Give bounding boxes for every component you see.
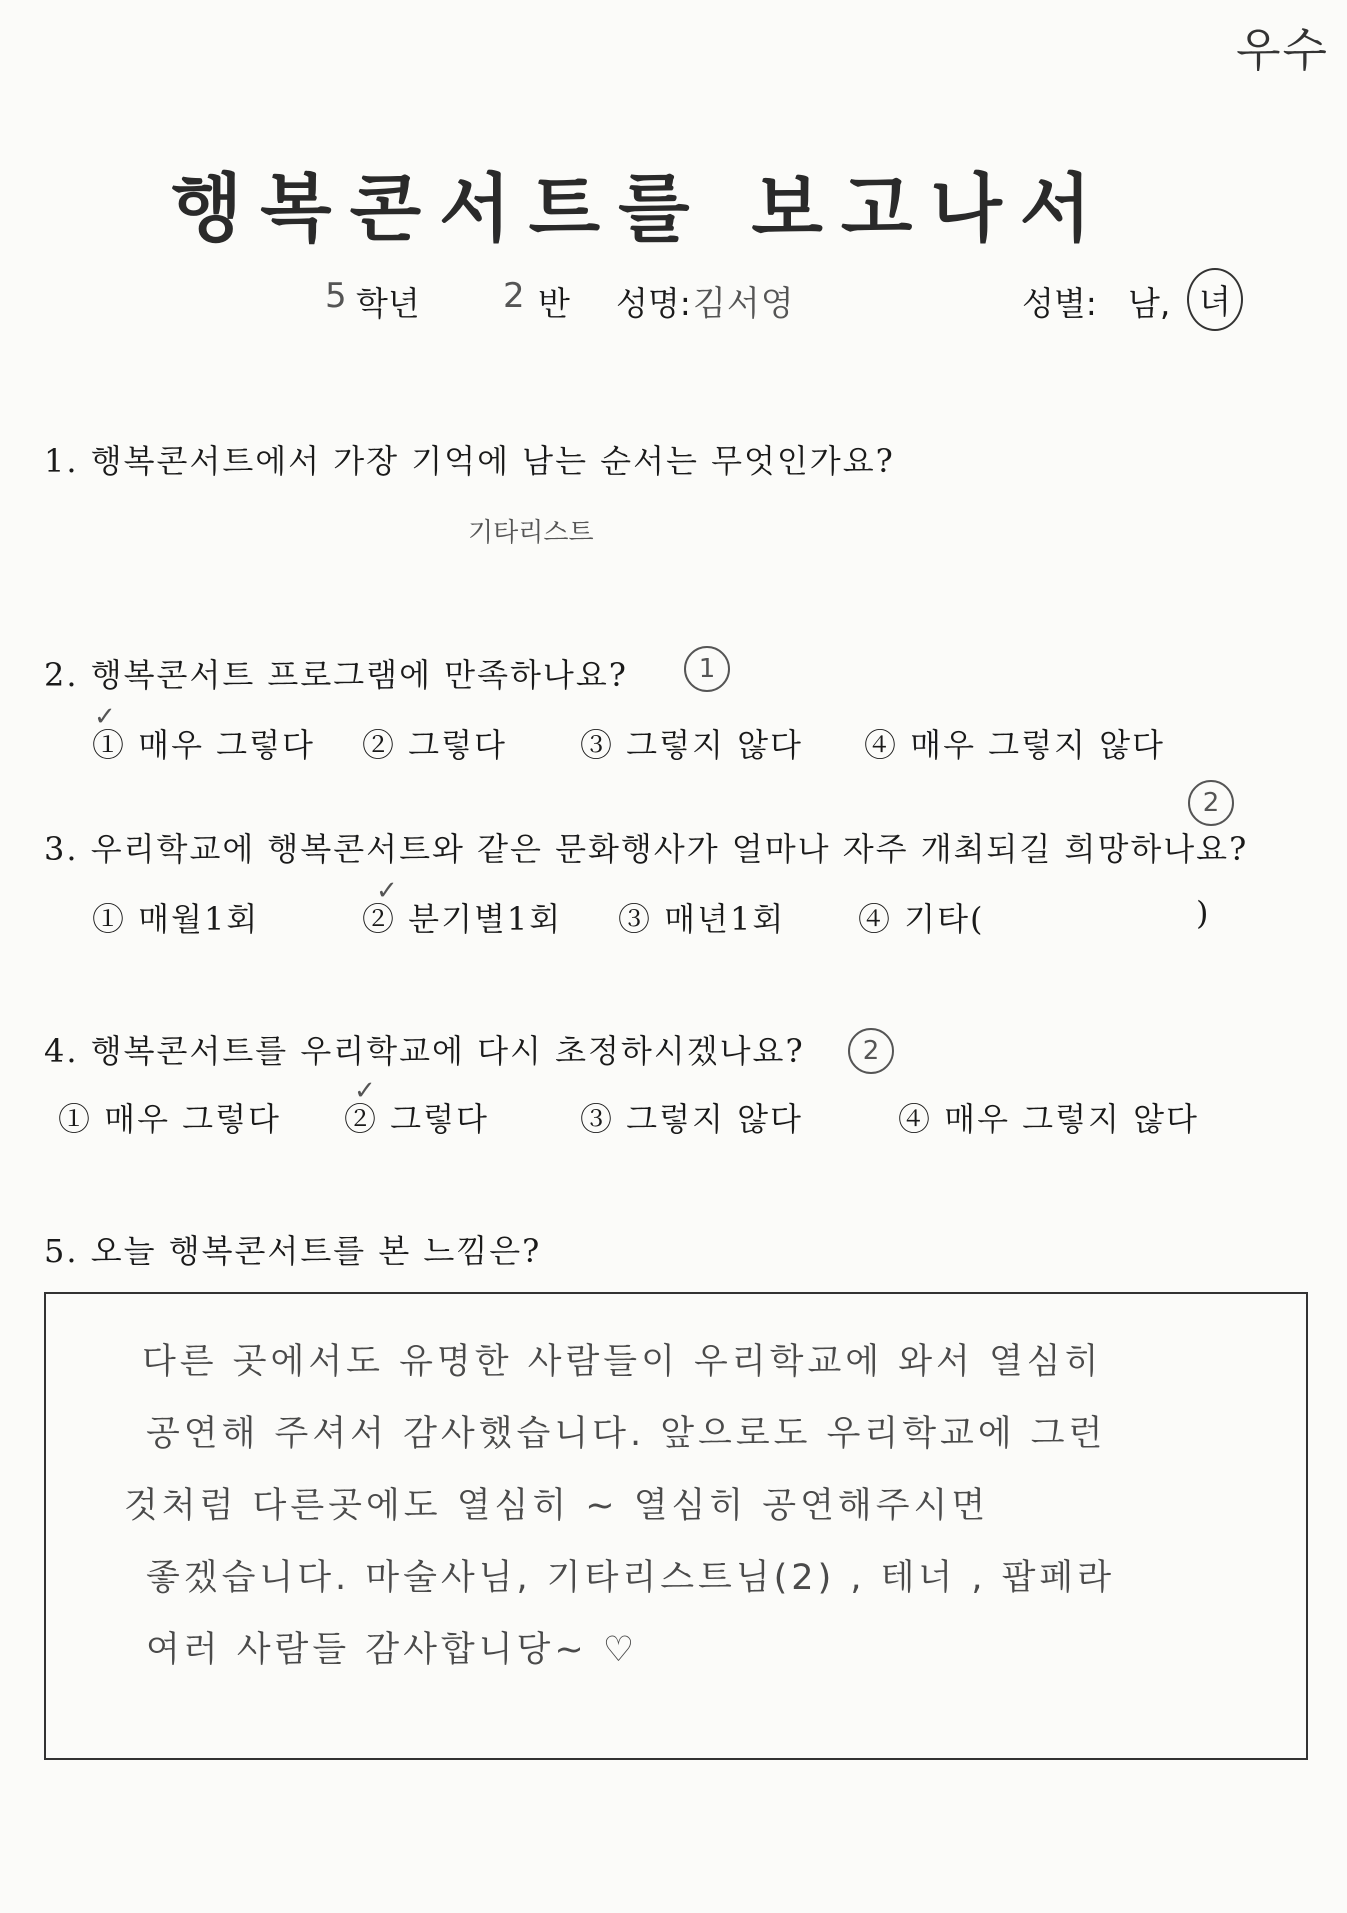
question-4-option-4: ④ 매우 그렇지 않다 — [898, 1100, 1199, 1138]
question-2-check-mark: ✓ — [94, 702, 116, 732]
answer-line-2: 공연해 주셔서 감사했습니다. 앞으로도 우리학교에 그런 — [146, 1414, 1107, 1454]
gender-option-female-circled: 녀 — [1187, 268, 1243, 331]
question-1: 1. 행복콘서트에서 가장 기억에 남는 순서는 무엇인가요? — [44, 442, 895, 480]
grade-value: 5 — [325, 276, 347, 316]
class-value: 2 — [503, 276, 525, 316]
question-4-check-mark: ✓ — [354, 1076, 376, 1106]
question-4: 4. 행복콘서트를 우리학교에 다시 초정하시겠나요? — [44, 1032, 805, 1070]
question-3-option-2: ② 분기별1회 — [362, 900, 563, 938]
answer-line-1: 다른 곳에서도 유명한 사람들이 우리학교에 와서 열심히 — [142, 1342, 1103, 1382]
page-title: 행복콘서트를 보고나서 — [170, 166, 1110, 252]
question-5-answer-box — [44, 1292, 1308, 1760]
question-3-answer-mark: 2 — [1188, 780, 1234, 826]
question-3-option-4-close: ) — [1196, 894, 1211, 932]
answer-line-5: 여러 사람들 감사합니당~ ♡ — [146, 1630, 639, 1670]
question-1-answer: 기타리스트 — [468, 518, 594, 548]
question-2-option-4: ④ 매우 그렇지 않다 — [864, 726, 1165, 764]
question-3-option-1: ① 매월1회 — [92, 900, 260, 938]
question-4-option-3: ③ 그렇지 않다 — [580, 1100, 803, 1138]
question-3-option-4: ④ 기타( — [858, 900, 985, 938]
question-2: 2. 행복콘서트 프로그램에 만족하나요? — [44, 656, 628, 694]
question-2-option-3: ③ 그렇지 않다 — [580, 726, 803, 764]
gender-option-male: 남, — [1128, 284, 1171, 323]
grade-mark-handwritten: 우수 — [1236, 23, 1329, 77]
name-value: 김서영 — [693, 284, 795, 324]
question-2-answer-mark: 1 — [684, 646, 730, 692]
question-5: 5. 오늘 행복콘서트를 본 느낌은? — [44, 1232, 542, 1270]
question-4-option-2: ② 그렇다 — [344, 1100, 489, 1138]
question-2-option-2: ② 그렇다 — [362, 726, 507, 764]
name-label: 성명: — [616, 284, 691, 323]
question-3-check-mark: ✓ — [376, 876, 398, 906]
grade-label: 학년 — [356, 284, 420, 323]
question-4-option-1: ① 매우 그렇다 — [58, 1100, 281, 1138]
student-info-row — [0, 274, 1347, 334]
question-4-answer-mark: 2 — [848, 1028, 894, 1074]
answer-line-3: 것처럼 다른곳에도 열심히 ~ 열심히 공연해주시면 — [124, 1486, 990, 1526]
gender-label: 성별: — [1022, 284, 1097, 323]
question-3: 3. 우리학교에 행복콘서트와 같은 문화행사가 얼마나 자주 개최되길 희망하나요? — [44, 830, 1249, 868]
question-3-option-3: ③ 매년1회 — [618, 900, 786, 938]
question-2-option-1: ① 매우 그렇다 — [92, 726, 315, 764]
answer-line-4: 좋겠습니다. 마술사님, 기타리스트님(2) , 테너 , 팝페라 — [146, 1558, 1116, 1598]
class-label: 반 — [538, 284, 570, 323]
